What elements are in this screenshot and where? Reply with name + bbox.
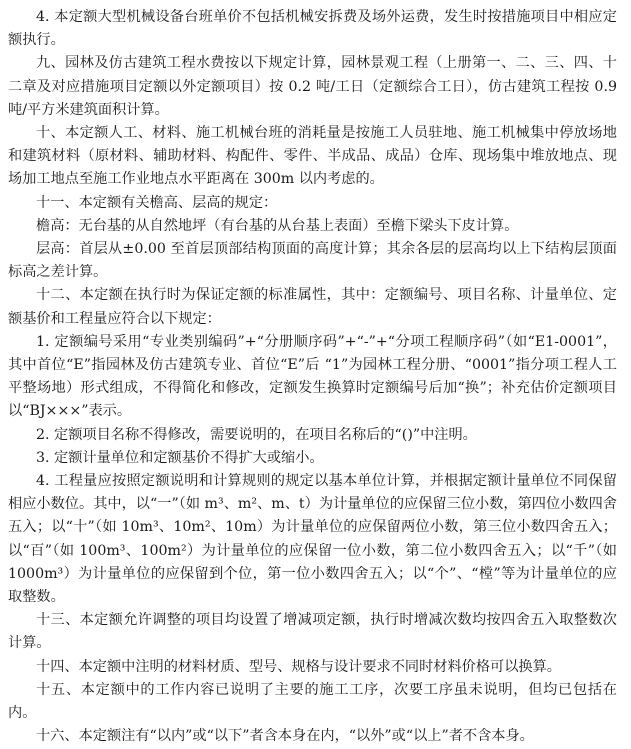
paragraph-4-machinery: 4. 本定额大型机械设备台班单价不包括机械安拆费及场外运费，发生时按措施项目中相应定额执行。 xyxy=(8,9,617,49)
paragraph-11-heading: 十一、本定额有关檐高、层高的规定： xyxy=(36,194,278,211)
paragraph-15: 十五、本定额中的工作内容已说明了主要的施工工序，次要工序虽未说明，但均已包括在内。 xyxy=(8,681,617,722)
paragraph-12-item-2: 2. 定额项目名称不得修改，需要说明的，在项目名称后的“()”中注明。 xyxy=(36,426,477,443)
paragraph-16: 十六、本定额注有“以内”或“以下”者含本身在内，“以外”或“以上”者不含本身。 xyxy=(36,728,534,745)
paragraph-14: 十四、本定额中注明的材料材质、型号、规格与设计要求不同时材料价格可以换算。 xyxy=(36,658,561,675)
paragraph-floor-height: 层高：首层从±0.00 至首层顶部结构顶面的高度计算；其余各层的层高均以上下结构层顶面标高之差计算。 xyxy=(8,241,617,281)
paragraph-9-water-fee: 九、园林及仿古建筑工程水费按以下规定计算，园林景观工程（上册第一、二、三、四、十二章及对应措施项目定额以外定额项目）按 0.2 吨/工日（定额综合工日），仿古建筑工程按 0.9 吨/平方米建筑面积计算。 xyxy=(8,55,617,118)
paragraph-eave-height: 檐高：无台基的从自然地坪（有台基的从台基上表面）至檐下梁头下皮计算。 xyxy=(36,217,519,234)
paragraph-12-item-3: 3. 定额计量单位和定额基价不得扩大或缩小。 xyxy=(36,449,324,466)
paragraph-12-item-1: 1. 定额编号采用“专业类别编码”+“分册顺序码”+“-”+“分项工程顺序码”（如“E1-0001”，其中首位“E”指园林及仿古建筑专业、首位“E”后 “1”为园林工程分册、“0001”指分项工程人工平整场地）形式组成，不得简化和修改，定额发生换算时定额编号后加“换”；补充估价定额项目以“BJ×××”表示。 xyxy=(8,333,617,420)
paragraph-12-item-4: 4. 工程量应按照定额说明和计算规则的规定以基本单位计算，并根据定额计量单位不同保留相应小数位。其中，以“一”（如 m³、m²、m、t）为计量单位的应保留三位小数，第四位小数四舍五入；以“十”（如 10m³、10m²、10m）为计量单位的应保留两位小数，第三位小数四舍五入；以“百”（如 100m³、100m²）为计量单位的应保留一位小数，第二位小数四舍五入；以“千”（如 1000m³）为计量单位的应保留到个位，第一位小数四舍五入；以“个”、“樘”等为计量单位的应取整数。 xyxy=(8,473,617,606)
paragraph-13: 十三、本定额允许调整的项目均设置了增减项定额，执行时增减次数均按四舍五入取整数次计算。 xyxy=(8,612,617,652)
paragraph-12-heading: 十二、本定额在执行时为保证定额的标准属性，其中：定额编号、项目名称、计量单位、定额基价和工程量应符合以下规定： xyxy=(8,287,617,327)
paragraph-10-consumption: 十、本定额人工、材料、施工机械台班的消耗量是按施工人员驻地、施工机械集中停放场地和建筑材料（原材料、辅助材料、构配件、零件、半成品、成品）仓库、现场集中堆放地点、现场加工地点至施工作业地点水平距离在 300m 以内考虑的。 xyxy=(8,125,617,188)
